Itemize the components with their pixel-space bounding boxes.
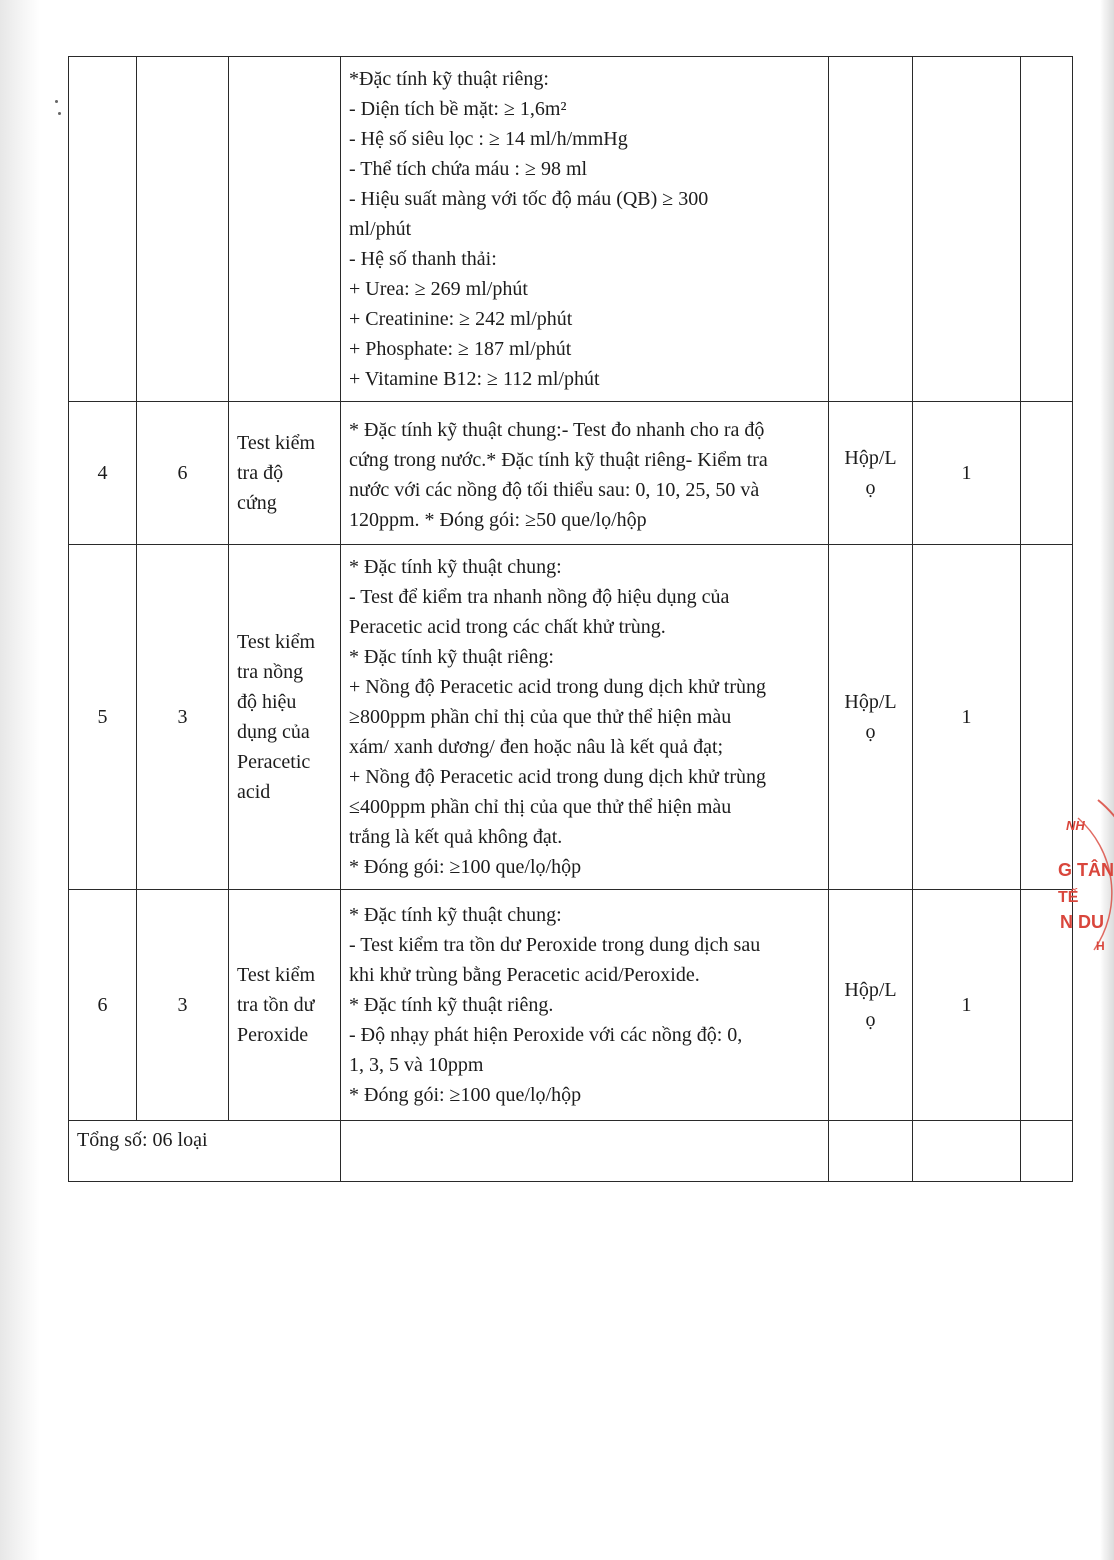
table-row-continuation <box>69 57 1073 402</box>
spec-line: ≤400ppm phần chỉ thị của que thử thể hiện màu <box>349 796 732 818</box>
code-cell <box>137 57 229 402</box>
name-line: tra nồng <box>237 661 304 683</box>
spec-line: khi khử trùng bằng Peracetic acid/Peroxide. <box>349 964 700 986</box>
total-label: Tổng số: 06 loại <box>77 1129 208 1151</box>
specification-table <box>68 56 1073 1182</box>
stamp-text: N DU <box>1060 912 1104 932</box>
page-left-edge-shadow <box>0 0 40 1560</box>
name-line: dụng của <box>237 721 310 743</box>
name-cell <box>229 402 341 545</box>
unit-line: Hộp/L <box>844 447 897 469</box>
table-row-total <box>69 1121 1073 1182</box>
name-line: độ hiệu <box>237 691 297 713</box>
name-cell <box>229 545 341 890</box>
quantity-cell: 1 <box>913 545 1021 890</box>
spec-line: + Vitamine B12: ≥ 112 ml/phút <box>349 368 600 390</box>
extra-cell <box>1021 57 1073 402</box>
scan-speck <box>55 100 58 103</box>
page-right-edge-shadow <box>1100 0 1114 1560</box>
spec-line: 1, 3, 5 và 10ppm <box>349 1054 484 1076</box>
spec-line: Peracetic acid trong các chất khử trùng. <box>349 616 666 638</box>
stamp-text: TẾ <box>1058 889 1079 906</box>
spec-line: cứng trong nước.* Đặc tính kỹ thuật riêng- Kiểm tra <box>349 449 768 471</box>
red-seal-stamp <box>1058 790 1114 980</box>
spec-cell <box>341 545 829 890</box>
spec-line: - Test kiểm tra tồn dư Peroxide trong dung dịch sau <box>349 934 761 956</box>
stt-cell: 6 <box>69 890 137 1121</box>
spec-line: ml/phút <box>349 218 412 240</box>
spec-line: - Hệ số siêu lọc : ≥ 14 ml/h/mmHg <box>349 128 628 150</box>
quantity-cell <box>913 57 1021 402</box>
spec-line: - Thể tích chứa máu : ≥ 98 ml <box>349 158 588 180</box>
spec-line: xám/ xanh dương/ đen hoặc nâu là kết quả đạt; <box>349 736 724 758</box>
spec-line: * Đặc tính kỹ thuật chung:- Test đo nhanh cho ra độ <box>349 419 765 441</box>
unit-line: Hộp/L <box>844 979 897 1001</box>
table-row <box>69 545 1073 890</box>
table-row <box>69 890 1073 1121</box>
spec-line: - Hiệu suất màng với tốc độ máu (QB) ≥ 300 <box>349 188 709 210</box>
spec-line: * Đặc tính kỹ thuật riêng. <box>349 994 554 1016</box>
unit-cell <box>829 545 913 890</box>
spec-cell <box>341 402 829 545</box>
name-line: cứng <box>237 492 277 514</box>
spec-cell <box>341 1121 829 1182</box>
spec-line: nước với các nồng độ tối thiểu sau: 0, 10, 25, 50 và <box>349 479 760 501</box>
spec-line: 120ppm. * Đóng gói: ≥50 que/lọ/hộp <box>349 509 647 531</box>
quantity-cell <box>913 1121 1021 1182</box>
name-line: Peroxide <box>237 1024 309 1046</box>
unit-line: Hộp/L <box>844 691 897 713</box>
name-line: acid <box>237 781 271 803</box>
spec-line: * Đóng gói: ≥100 que/lọ/hộp <box>349 856 582 878</box>
stt-cell <box>69 57 137 402</box>
spec-line: ≥800ppm phần chỉ thị của que thử thể hiện màu <box>349 706 732 728</box>
spec-line: + Creatinine: ≥ 242 ml/phút <box>349 308 573 330</box>
spec-line: - Độ nhạy phát hiện Peroxide với các nồng độ: 0, <box>349 1024 743 1046</box>
quantity-cell: 1 <box>913 890 1021 1121</box>
unit-line: ọ <box>865 721 876 743</box>
table-row <box>69 402 1073 545</box>
spec-cell <box>341 57 829 402</box>
name-line: Peracetic <box>237 751 311 773</box>
spec-line: + Nồng độ Peracetic acid trong dung dịch khử trùng <box>349 676 767 698</box>
spec-line: - Test để kiểm tra nhanh nồng độ hiệu dụng của <box>349 586 730 608</box>
code-cell: 3 <box>137 890 229 1121</box>
spec-line: + Phosphate: ≥ 187 ml/phút <box>349 338 572 360</box>
unit-line: ọ <box>865 477 876 499</box>
stt-cell: 5 <box>69 545 137 890</box>
unit-line: ọ <box>865 1009 876 1031</box>
total-label-cell <box>69 1121 341 1182</box>
name-line: Test kiểm <box>237 631 316 653</box>
scan-speck <box>58 112 61 115</box>
spec-cell <box>341 890 829 1121</box>
code-cell: 6 <box>137 402 229 545</box>
quantity-cell: 1 <box>913 402 1021 545</box>
name-cell <box>229 57 341 402</box>
spec-line: - Diện tích bề mặt: ≥ 1,6m² <box>349 98 567 120</box>
code-cell: 3 <box>137 545 229 890</box>
unit-cell <box>829 890 913 1121</box>
spec-line: - Hệ số thanh thải: <box>349 248 497 270</box>
spec-line: + Urea: ≥ 269 ml/phút <box>349 278 528 300</box>
name-line: tra tồn dư <box>237 994 315 1016</box>
unit-cell <box>829 1121 913 1182</box>
stamp-text: G TÂN <box>1058 860 1114 880</box>
spec-line: + Nồng độ Peracetic acid trong dung dịch khử trùng <box>349 766 767 788</box>
stt-cell: 4 <box>69 402 137 545</box>
unit-cell <box>829 57 913 402</box>
spec-line: * Đặc tính kỹ thuật chung: <box>349 556 562 578</box>
extra-cell <box>1021 402 1073 545</box>
spec-line: *Đặc tính kỹ thuật riêng: <box>349 68 549 90</box>
spec-line: * Đặc tính kỹ thuật riêng: <box>349 646 554 668</box>
stamp-text: H <box>1096 939 1105 953</box>
unit-cell <box>829 402 913 545</box>
spec-line: * Đóng gói: ≥100 que/lọ/hộp <box>349 1084 582 1106</box>
name-line: Test kiểm <box>237 964 316 986</box>
extra-cell <box>1021 1121 1073 1182</box>
name-cell <box>229 890 341 1121</box>
spec-line: trắng là kết quả không đạt. <box>349 826 563 848</box>
stamp-text: NH <box>1066 818 1085 833</box>
name-line: Test kiểm <box>237 432 316 454</box>
spec-line: * Đặc tính kỹ thuật chung: <box>349 904 562 926</box>
name-line: tra độ <box>237 462 284 484</box>
